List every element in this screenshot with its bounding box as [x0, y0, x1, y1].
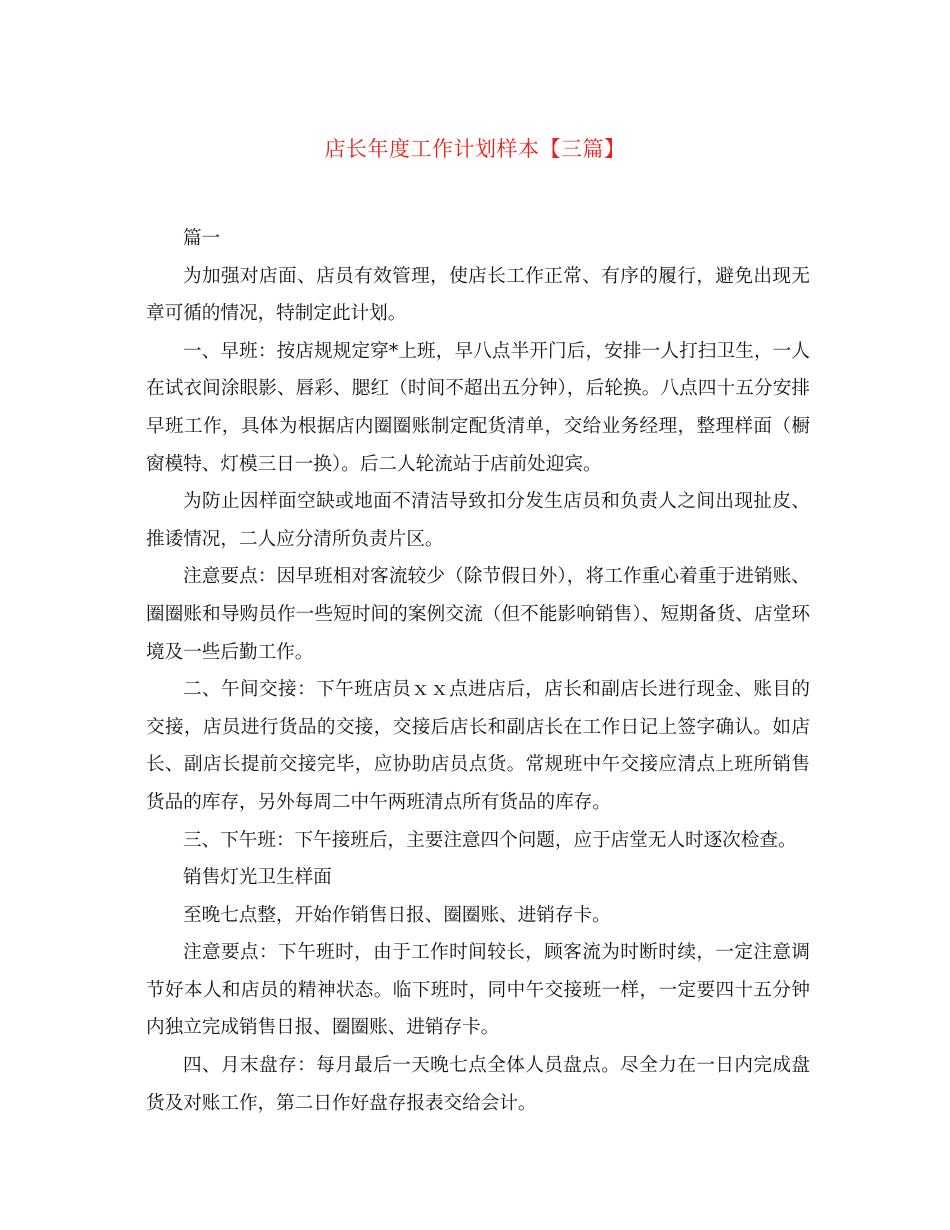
section-heading: 篇一 [183, 228, 221, 249]
paragraph: 三、下午班：下午接班后，主要注意四个问题，应于店堂无人时逐次检查。 [183, 829, 797, 851]
paragraph: 二、午间交接：下午班店员ｘｘ点进店后，店长和副店长进行现金、账目的交接，店员进行货品的交接，交接后店长和副店长在工作日记上签字确认。如店长、副店长提前交接完毕，应协助店员点货。常规班中午交接应清点上班所销售货品的库存，另外每周二中午两班清点所有货品的库存。 [146, 679, 810, 813]
paragraph: 为防止因样面空缺或地面不清洁导致扣分发生店员和负责人之间出现扯皮、推诿情况，二人应分清所负责片区。 [146, 491, 810, 550]
paragraph: 一、早班：按店规规定穿*上班，早八点半开门后，安排一人打扫卫生，一人在试衣间涂眼影、唇彩、腮红（时间不超出五分钟），后轮换。八点四十五分安排早班工作，具体为根据店内圈圈账制定配货清单，交给业务经理，整理样面（橱窗模特、灯模三日一换）。后二人轮流站于店前处迎宾。 [146, 340, 810, 475]
paragraph: 至晚七点整，开始作销售日报、圈圈账、进销存卡。 [183, 904, 611, 926]
paragraph: 注意要点：下午班时，由于工作时间较长，顾客流为时断时续，一定注意调节好本人和店员的精神状态。临下班时，同中午交接班一样，一定要四十五分钟内独立完成销售日报、圈圈账、进销存卡。 [146, 942, 810, 1039]
document-title: 店长年度工作计划样本【三篇】 [324, 137, 626, 161]
paragraph: 四、月末盘存：每月最后一天晚七点全体人员盘点。尽全力在一日内完成盘货及对账工作，第二日作好盘存报表交给会计。 [146, 1055, 810, 1114]
paragraph: 为加强对店面、店员有效管理，使店长工作正常、有序的履行，避免出现无章可循的情况，特制定此计划。 [146, 265, 810, 325]
document-body [146, 220, 810, 1122]
paragraph: 注意要点：因早班相对客流较少（除节假日外），将工作重心着重于进销账、圈圈账和导购员作一些短时间的案例交流（但不能影响销售）、短期备货、店堂环境及一些后勤工作。 [146, 566, 810, 663]
paragraph: 销售灯光卫生样面 [183, 867, 332, 889]
